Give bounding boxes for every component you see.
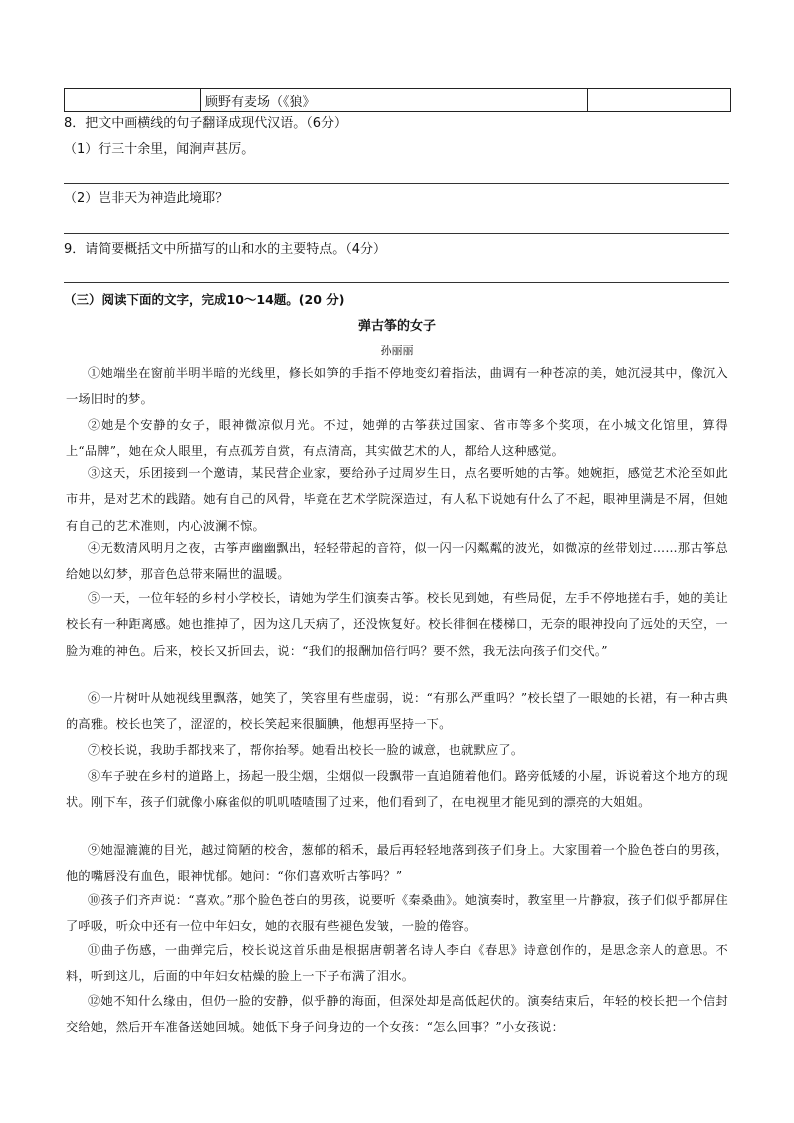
paragraph-2: ②她是个安静的女子，眼神微凉似月光。不过，她弹的古筝获过国家、省市等多个奖项，在小城文化馆里，算得上“品牌”，她在众人眼里，有点孤芳自赏，有点清高，其实做艺术的人，都给人这种感觉。 <box>66 418 728 459</box>
paragraph-3: ③这天，乐团接到一个邀请，某民营企业家，要给孙子过周岁生日，点名要听她的古筝。她婉拒，感觉艺术沦至如此市井，是对艺术的践踏。她有自己的风骨，毕竟在艺术学院深造过，有人私下说她有什么了不起，眼神里满是不屑，但她有自己的艺术准则，内心波澜不惊。 <box>66 466 728 533</box>
answer-line <box>64 282 729 283</box>
paragraph-5: ⑤一天，一位年轻的乡村小学校长，请她为学生们演奏古筝。校长见到她，有些局促，左手不停地搓右手，她的美让校长有一种距离感。她也推掉了，因为这几天病了，还没恢复好。校长徘徊在楼梯口，无奈的眼神投向了远处的天空，一脸为难的神色。后来，校长又折回去，说：“我们的报酬加倍行吗？要不然，我无法向孩子们交代。” <box>66 591 728 658</box>
paragraph-7: ⑦校长说，我助手都找来了，帮你抬琴。她看出校长一脸的诚意，也就默应了。 <box>88 743 524 757</box>
table-row <box>65 89 731 112</box>
question-8: 8．把文中画横线的句子翻译成现代汉语。（6分） <box>64 116 348 131</box>
paragraph-11: ⑪曲子伤感，一曲弹完后，校长说这首乐曲是根据唐朝著名诗人李白《春思》诗意创作的，是思念亲人的意思。不料，听到这儿，后面的中年妇女枯燥的脸上一下子布满了泪水。 <box>66 943 728 984</box>
question-8-1: （1）行三十余里，闻涧声甚厉。 <box>64 142 255 157</box>
article-title: 弹古筝的女子 <box>357 319 436 334</box>
section-heading: （三）阅读下面的文字，完成10～14题。(20 分) <box>64 292 345 307</box>
table-cell-1 <box>65 89 201 112</box>
table-cell-2: 顾野有麦场（《狼》 <box>201 89 588 112</box>
question-8-2: （2）岂非天为神造此境耶？ <box>64 191 229 206</box>
question-9: 9．请简要概括文中所描写的山和水的主要特点。（4分） <box>64 242 387 257</box>
paragraph-6: ⑥一片树叶从她视线里飘落，她笑了，笑容里有些虚弱，说：“有那么严重吗？”校长望了一眼她的长裙，有一种古典的高雅。校长也笑了，涩涩的，校长笑起来很腼腆，他想再坚持一下。 <box>66 691 728 732</box>
paragraph-8: ⑧车子驶在乡村的道路上，扬起一股尘烟，尘烟似一段飘带一直追随着他们。路旁低矮的小屋，诉说着这个地方的现状。刚下车，孩子们就像小麻雀似的叽叽喳喳围了过来，他们看到了，在电视里才能见到的漂亮的大姐姐。 <box>66 769 728 810</box>
table-cell-3 <box>588 89 731 112</box>
paragraph-4: ④无数清风明月之夜，古筝声幽幽飘出，轻轻带起的音符，似一闪一闪粼粼的波光，如微凉的丝带划过……那古筝总给她以幻梦，那音色总带来隔世的温暖。 <box>66 541 728 582</box>
paragraph-9: ⑨她湿漉漉的目光，越过简陋的校舍，葱郁的稻禾，最后再轻轻地落到孩子们身上。大家围着一个脸色苍白的男孩，他的嘴唇没有血色，眼神忧郁。她问：“你们喜欢听古筝吗？” <box>66 843 728 884</box>
answer-table <box>64 88 731 112</box>
answer-line <box>64 233 729 234</box>
paragraph-1: ①她端坐在窗前半明半暗的光线里，修长如笋的手指不停地变幻着指法，曲调有一种苍凉的美，她沉浸其中，像沉入一场旧时的梦。 <box>66 366 728 407</box>
answer-line <box>64 183 729 184</box>
paragraph-10: ⑩孩子们齐声说：“喜欢。”那个脸色苍白的男孩，说要听《秦桑曲》。她演奏时，教室里一片静寂，孩子们似乎都屏住了呼吸，听众中还有一位中年妇女，她的衣服有些褪色发皱，一脸的倦容。 <box>66 893 728 934</box>
article-author: 孙丽丽 <box>380 344 414 357</box>
paragraph-12: ⑫她不知什么缘由，但仍一脸的安静，似乎静的海面，但深处却是高低起伏的。演奏结束后，年轻的校长把一个信封交给她，然后开车准备送她回城。她低下身子问身边的一个女孩：“怎么回事？”小女孩说： <box>66 994 728 1035</box>
